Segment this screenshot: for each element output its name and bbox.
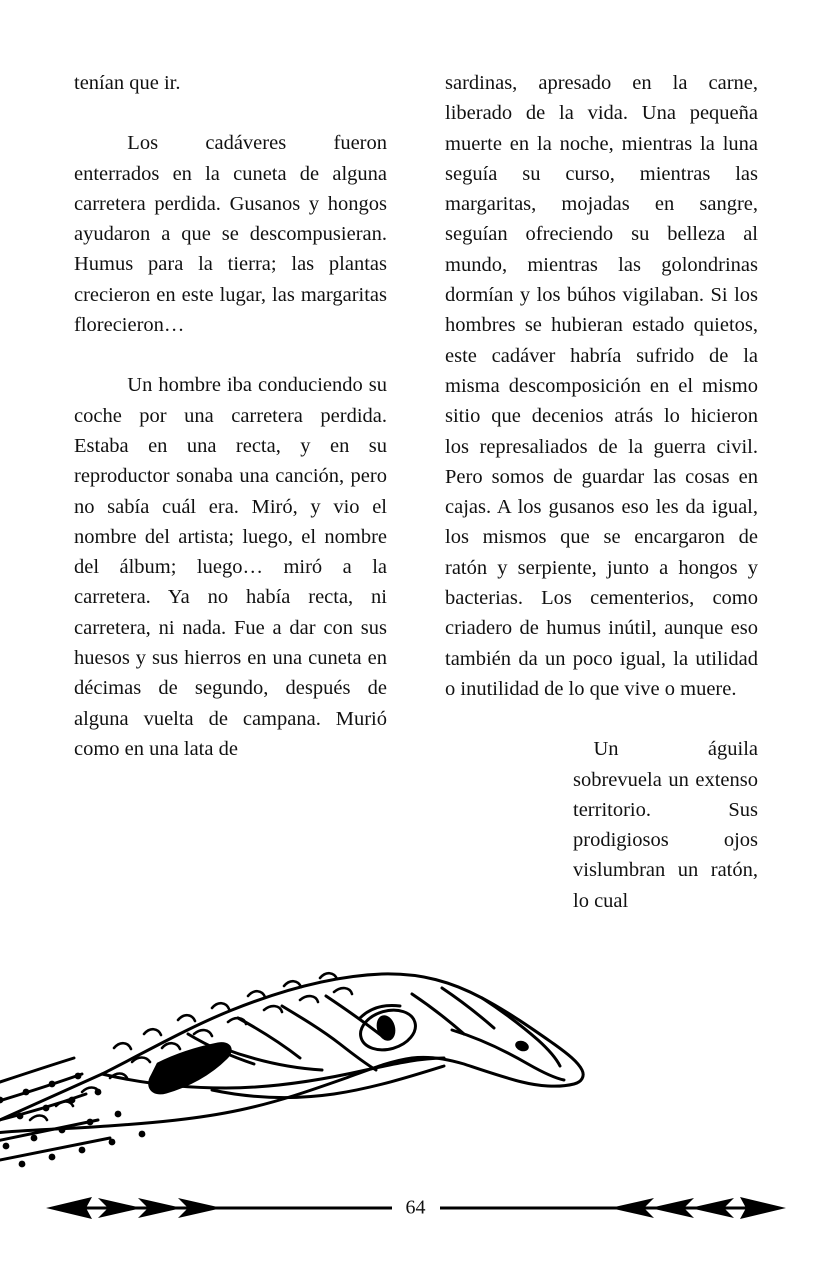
arrow-ornament-right-icon (416, 1195, 786, 1221)
arrow-ornament-left-icon (46, 1195, 416, 1221)
paragraph: Un hombre iba conduciendo su coche por una carretera perdida. Estaba en una recta, y en su reproductor sonaba una canción, pero no sabía cuál era. Miró, y vio el nombre del artista; luego, el nombre del álbum; luego… miró a la carretera. Ya no había recta, ni carretera, ni nada. Fue a dar con sus huesos y sus hierros en una cuneta en décimas de segundo, después de alguna vuelta de campana. Murió como en una lata de (74, 374, 387, 760)
column-left (74, 68, 387, 764)
page-number: 64 (392, 1197, 440, 1220)
column-right (445, 68, 758, 916)
page-footer (0, 1188, 831, 1228)
paragraph: Un águila sobrevuela un extenso territorio. Sus prodigiosos ojos vislumbran un ratón, lo cual (573, 738, 758, 912)
paragraph: sardinas, apresado en la carne, liberado de la vida. Una pequeña muerte en la noche, mientras la luna seguía su curso, mientras las margaritas, mojadas en sangre, seguían ofreciendo su belleza al mundo, mientras las golondrinas dormían y los búhos vigilaban. Si los hombres se hubieran estado quietos, este cadáver habría sufrido de la misma descomposición en el mismo sitio que decenios atrás lo hicieron los represaliados de la guerra civil. Pero somos de guardar las cosas en cajas. A los gusanos eso les da igual, los mismos que se encargaron de ratón y serpiente, junto a hongos y bacterias. Los cementerios, como criadero de humus inútil, aunque eso también da un poco igual, la utilidad o inutilidad de lo que vive o muere. (445, 72, 758, 700)
paragraph: tenían que ir. (74, 72, 181, 94)
paragraph: Los cadáveres fueron enterrados en la cuneta de alguna carretera perdida. Gusanos y hongos ayudaron a que se descompusieran. Humus para la tierra; las plantas crecieron en este lugar, las margaritas florecieron… (74, 132, 387, 337)
snake-head-illustration (0, 878, 602, 1178)
